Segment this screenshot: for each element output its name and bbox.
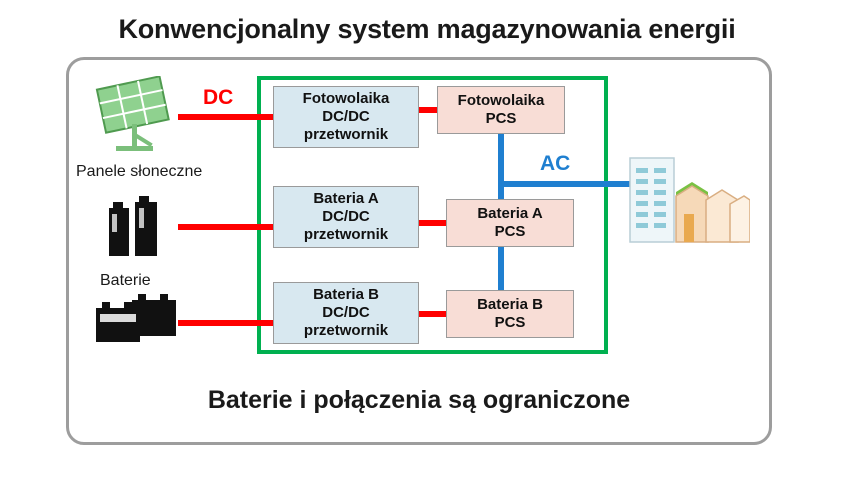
block-battery-a-pcs — [446, 199, 574, 247]
dc-wire-solar — [178, 114, 274, 120]
dc-wire-battery-b — [178, 320, 274, 326]
block-pv-dcdc-converter — [273, 86, 419, 148]
block-line-1: Bateria A — [313, 190, 379, 208]
dc-link-battery-b-to-pcs — [418, 311, 448, 317]
block-line-1: Bateria B — [477, 296, 543, 314]
block-battery-b-dcdc-converter — [273, 282, 419, 344]
bottom-caption: Baterie i połączenia są ograniczone — [207, 386, 631, 414]
dc-label: DC — [203, 86, 234, 109]
block-line-2: DC/DC — [322, 108, 370, 126]
block-line-2: DC/DC — [322, 304, 370, 322]
block-line-2: PCS — [494, 223, 526, 240]
car-battery-icon — [92, 292, 182, 348]
dc-link-battery-a-to-pcs — [418, 220, 448, 226]
block-line-1: Fotowolaika — [302, 90, 390, 108]
block-line-3: przetwornik — [303, 225, 389, 243]
block-line-3: przetwornik — [303, 321, 389, 339]
block-line-1: Bateria A — [477, 205, 543, 223]
solar-panel-icon — [88, 76, 184, 158]
battery-icon — [105, 192, 175, 264]
page-title: Konwencjonalny system magazynowania energii — [118, 14, 736, 44]
block-line-1: Bateria B — [313, 286, 379, 304]
block-pv-pcs — [437, 86, 565, 134]
block-line-1: Fotowolaika — [457, 92, 545, 110]
block-line-2: DC/DC — [322, 208, 370, 226]
dc-wire-battery-a — [178, 224, 274, 230]
caption-batteries: Baterie — [100, 272, 151, 289]
block-line-2: PCS — [494, 314, 526, 331]
block-battery-b-pcs — [446, 290, 574, 338]
ac-label: AC — [540, 152, 571, 175]
ac-bus-horizontal — [498, 181, 632, 187]
block-battery-a-dcdc-converter — [273, 186, 419, 248]
block-line-3: przetwornik — [303, 125, 389, 143]
city-buildings-icon — [626, 152, 750, 252]
caption-solar-panels: Panele słoneczne — [76, 163, 203, 180]
block-line-2: PCS — [485, 110, 517, 127]
